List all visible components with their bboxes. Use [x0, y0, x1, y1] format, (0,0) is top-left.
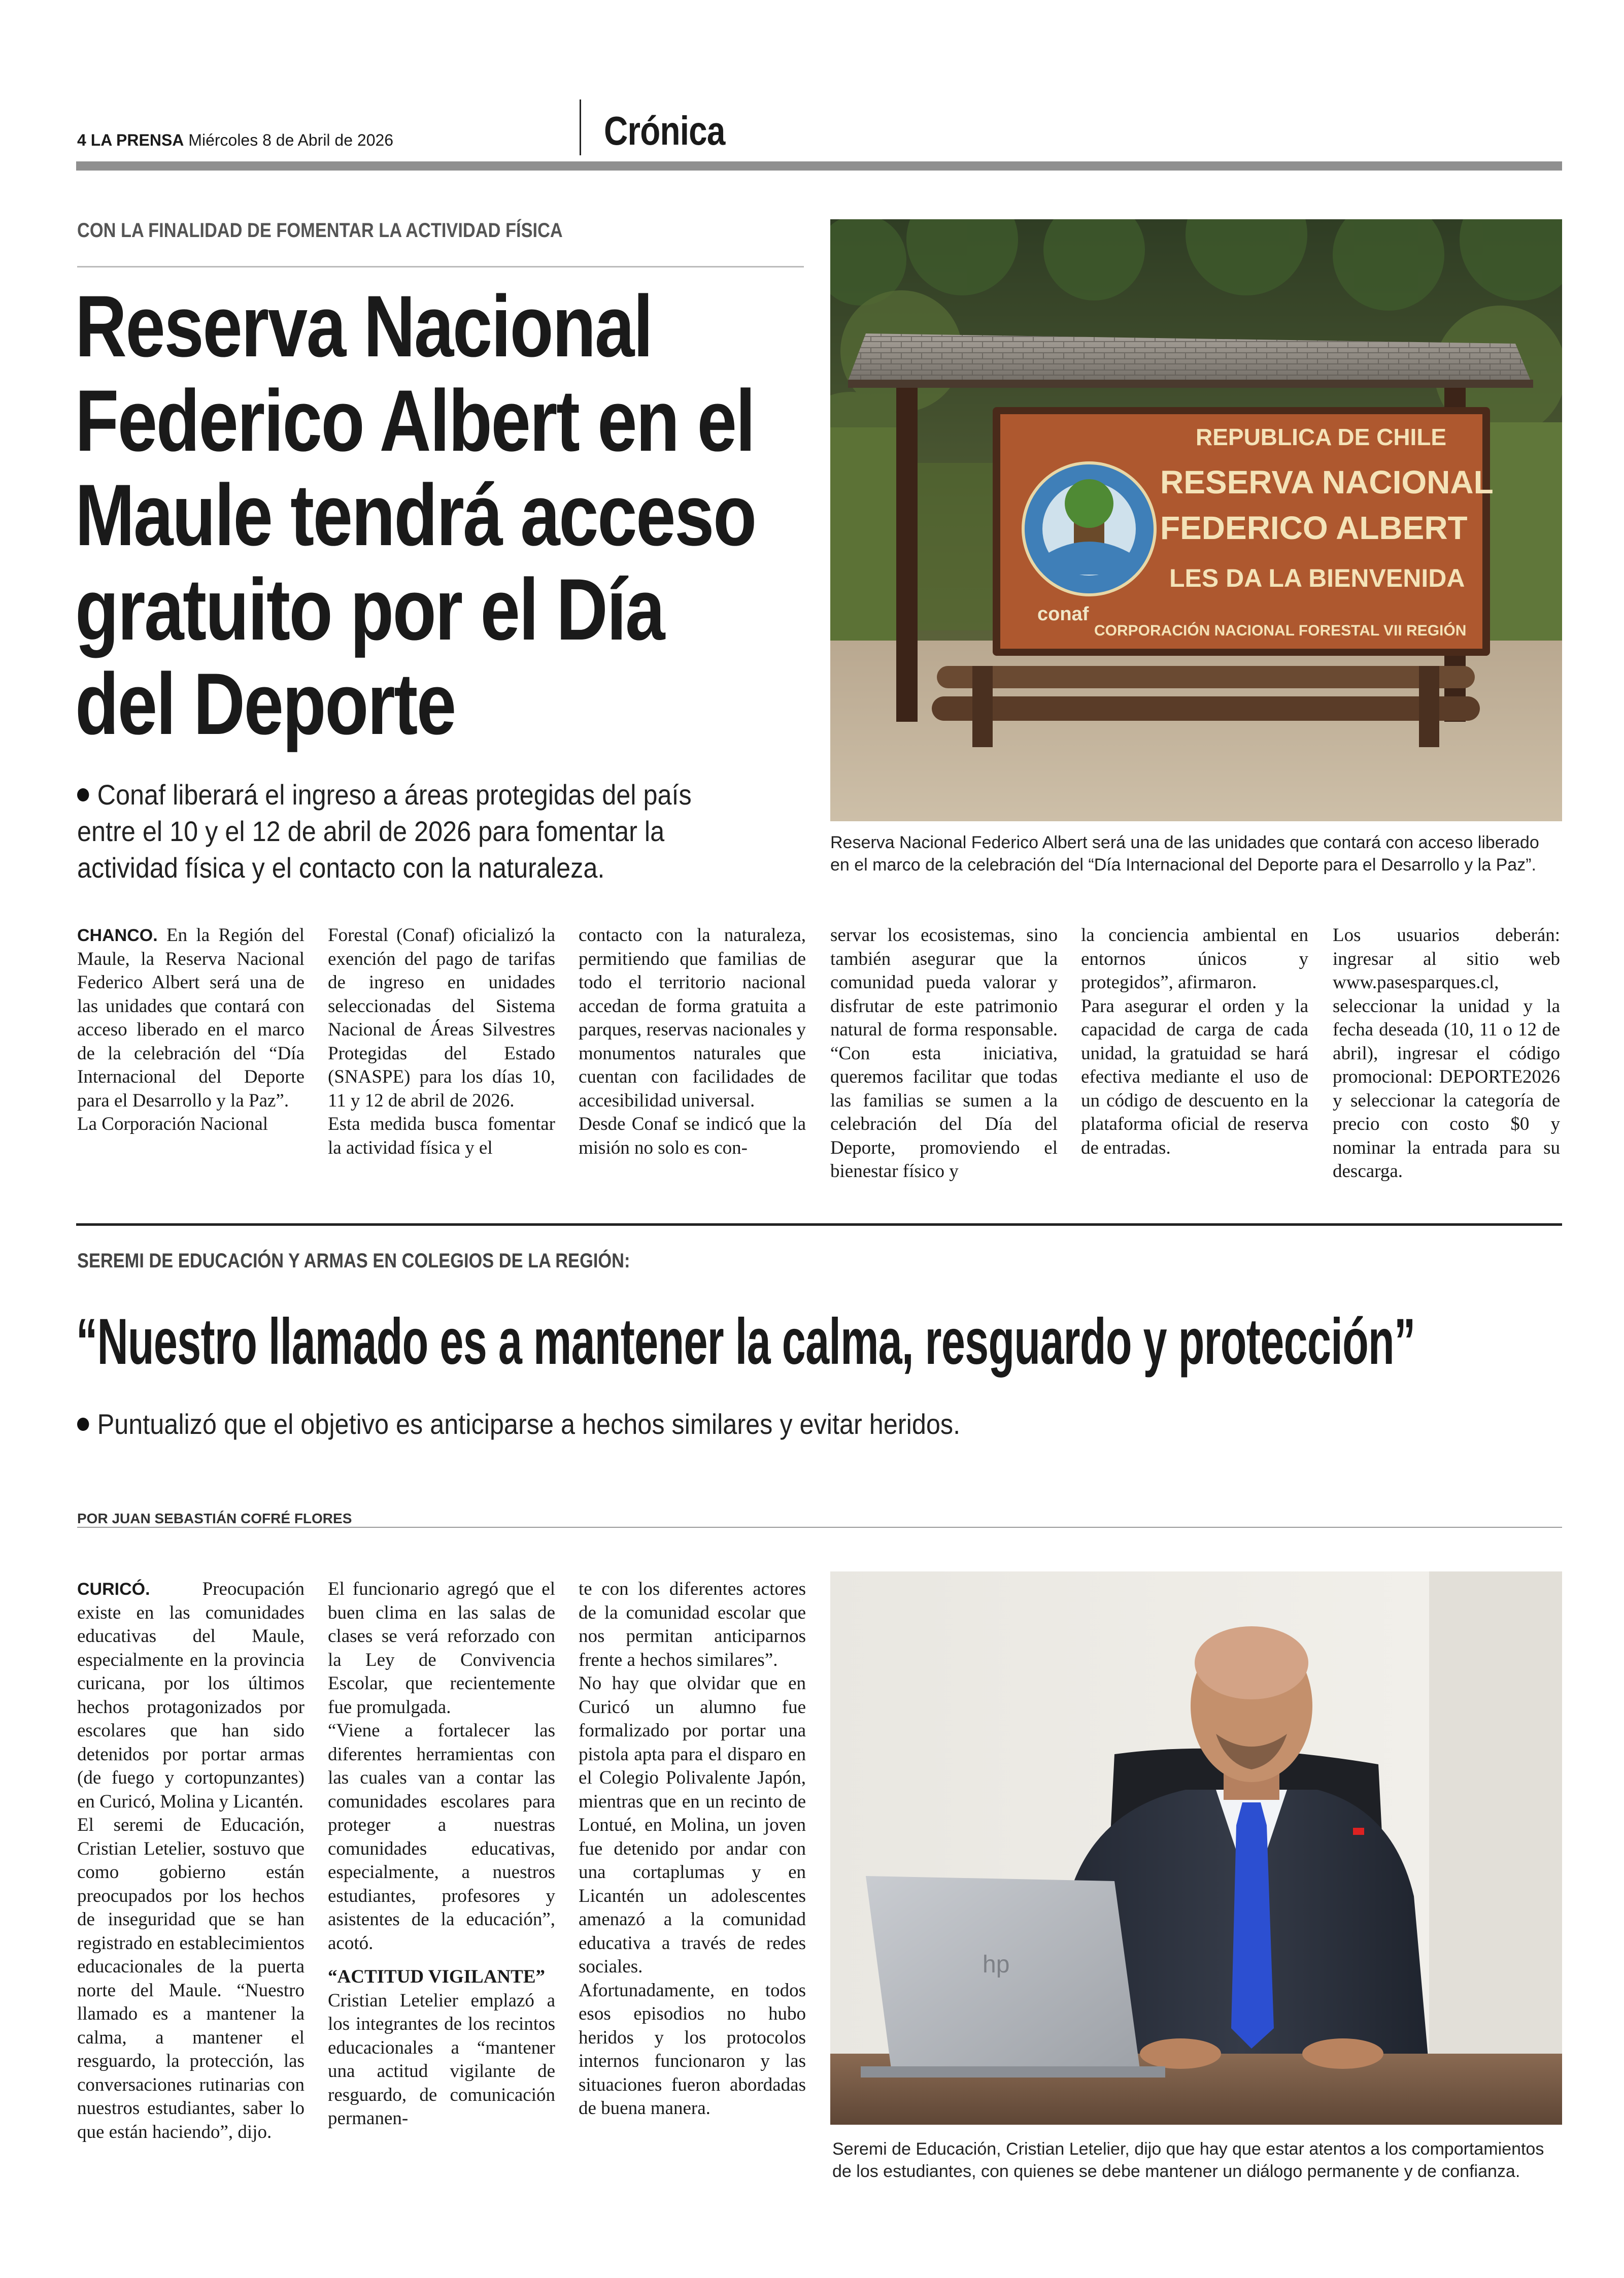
article2-headline: “Nuestro llamado es a mantener la calma, resguardo y protección”: [76, 1305, 1415, 1378]
sign-line: FEDERICO ALBERT: [1160, 510, 1468, 546]
article1-headline: [75, 279, 783, 751]
dateline: CURICÓ.: [77, 1580, 150, 1599]
sign-line: REPUBLICA DE CHILE: [1196, 424, 1447, 450]
body-paragraph: El funcionario agregó que el buen clima en las salas de clases se verá reforzado con la Ley de Convivencia Escolar, que recientemente fue promulgada.: [328, 1579, 555, 1718]
body-text: En la Región del Maule, la Reserva Nacional Federico Albert será una de las unidades que contará con acceso liberado en el marco de la celebración del “Día Internacional del Deporte para el Desarrollo y la Paz”.: [77, 925, 304, 1111]
body-paragraph: te con los diferentes actores de la comunidad escolar que nos permitan anticiparnos frente a hechos similares”.: [579, 1579, 806, 1670]
issue-date: Miércoles 8 de Abril de 2026: [188, 131, 394, 149]
bullet-icon: [77, 788, 89, 801]
deck-line: Puntualizó que el objetivo es anticiparse a hechos similares y evitar heridos.: [97, 1408, 961, 1440]
caption-line: Seremi de Educación, Cristian Letelier, dijo que hay que estar atentos a los comportamientos: [832, 2139, 1544, 2159]
body-paragraph: Para asegurar el orden y la capacidad de carga de cada unidad, la gratuidad se hará efectiva mediante el uso de un código de descuento en la plataforma oficial de reserva de entradas.: [1081, 995, 1308, 1158]
headline-line: Maule tendrá acceso: [75, 466, 756, 564]
article2-column-2: [328, 1578, 555, 2131]
article2-photo-caption: [832, 2138, 1562, 2183]
body-paragraph: Forestal (Conaf) oficializó la exención del pago de tarifas de ingreso en unidades seleccionadas del Sistema Nacional de Áreas Silvestres Protegidas del Estado (SNASPE) para los días 10, 11 y 12 de abril de 2026.: [328, 925, 555, 1111]
section-title: Crónica: [604, 108, 725, 153]
byline-rule: [77, 1527, 1562, 1528]
article1-column-2: [328, 924, 555, 1160]
body-paragraph: servar los ecosistemas, sino también asegurar que la comunidad pueda valorar y disfrutar de este patrimonio natural de forma responsable. “Con esta iniciativa, queremos facilitar que todas las familias se sumen a la celebración del Día del Deporte, promoviendo el bienestar físico y: [830, 925, 1058, 1182]
article1-column-5: [1081, 924, 1308, 1160]
headline-line: Reserva Nacional: [75, 278, 652, 375]
reserve-sign-photo: [830, 219, 1562, 821]
headline-line: gratuito por el Día: [75, 561, 664, 658]
page-number: 4: [77, 131, 86, 149]
body-paragraph: Esta medida busca fomentar la actividad física y el: [328, 1114, 555, 1158]
body-paragraph: Desde Conaf se indicó que la misión no solo es con-: [579, 1114, 806, 1158]
caption-line: en el marco de la celebración del “Día Internacional del Deporte para el Desarrollo y la Paz”.: [830, 855, 1536, 875]
body-paragraph: Cristian Letelier emplazó a los integrantes de los recintos educacionales a “mantener una actitud vigilante de resguardo, de comunicación permanen-: [328, 1990, 555, 2129]
sign-line: CORPORACIÓN NACIONAL FORESTAL VII REGIÓN: [1094, 622, 1467, 639]
conaf-logo-text: conaf: [1037, 604, 1089, 625]
subhead: “ACTITUD VIGILANTE”: [328, 1966, 545, 1987]
article1-column-4: [830, 924, 1058, 1184]
bullet-icon: [77, 1418, 89, 1431]
article2-deck: [77, 1406, 1173, 1443]
headline-line: del Deporte: [75, 655, 455, 753]
body-paragraph: El seremi de Educación, Cristian Letelier, sostuvo que como gobierno están preocupados por los hechos de inseguridad que se han registrado en establecimientos educacionales de la puerta norte del Maule. “Nuestro llamado es a mantener la calma, a mantener el resguardo, la protección, las conversaciones rutinarias con nuestros estudiantes, saber lo que están haciendo”, dijo.: [77, 1815, 304, 2142]
spacer: [328, 1955, 555, 1965]
laptop-logo-text: hp: [983, 1951, 1010, 1978]
newspaper-name: LA PRENSA: [90, 131, 184, 149]
deck-line: entre el 10 y el 12 de abril de 2026 para fomentar la: [77, 815, 665, 847]
headline-line: Federico Albert en el: [75, 372, 755, 470]
article1-column-6: [1333, 924, 1560, 1184]
byline: POR JUAN SEBASTIÁN COFRÉ FLORES: [77, 1511, 352, 1526]
body-paragraph: contacto con la naturaleza, permitiendo que familias de todo el territorio nacional accedan de forma gratuita a parques, reservas nacionales y monumentos naturales que cuentan con facilidades de accesibilidad universal.: [579, 925, 806, 1111]
sign-line: LES DA LA BIENVENIDA: [1169, 564, 1465, 592]
body-paragraph: la conciencia ambiental en entornos únicos y protegidos”, afirmaron.: [1081, 925, 1308, 993]
body-paragraph: “Viene a fortalecer las diferentes herramientas con las cuales van a contar las comunidades escolares para proteger a nuestras comunidades educativas, especialmente, a nuestros estudiantes, profesores y asistentes de la educación”, acotó.: [328, 1720, 555, 1954]
caption-line: Reserva Nacional Federico Albert será una de las unidades que contará con acceso liberado: [830, 833, 1539, 852]
body-text: Preocupación existe en las comunidades educativas del Maule, especialmente en la provincia curicana, por los últimos hechos protagonizados por escolares que han sido detenidos por portar armas (de fuego y cortopunzantes) en Curicó, Molina y Licantén.: [77, 1579, 304, 1812]
header-rule: [76, 161, 1562, 171]
deck-line: actividad física y el contacto con la naturaleza.: [77, 852, 605, 884]
article2-column-1: [77, 1578, 304, 2144]
article1-column-3: [579, 924, 806, 1160]
sign-line: RESERVA NACIONAL: [1160, 464, 1494, 500]
kicker-rule: [77, 266, 804, 267]
article1-kicker: CON LA FINALIDAD DE FOMENTAR LA ACTIVIDAD FÍSICA: [77, 219, 563, 242]
body-paragraph: No hay que olvidar que en Curicó un alumno fue formalizado por portar una pistola apta para el disparo en el Colegio Polivalente Japón, mientras que en un recinto de Lontué, en Molina, un joven fue detenido por andar con una cortaplumas y en Licantén un adolescentes amenazó a la comunidad educativa a través de redes sociales.: [579, 1673, 806, 1977]
page-header-info: [77, 131, 393, 150]
article1-photo-caption: [830, 831, 1562, 876]
article1-deck: [77, 777, 808, 886]
body-paragraph: [77, 1578, 304, 1814]
caption-line: de los estudiantes, con quienes se debe mantener un diálogo permanente y de confianza.: [832, 2162, 1520, 2181]
body-paragraph: La Corporación Nacional: [77, 1114, 268, 1134]
article1-column-1: [77, 924, 304, 1136]
body-paragraph: Afortunadamente, en todos esos episodios no hubo heridos y los protocolos internos funcionaron y las situaciones fueron abordadas de buena manera.: [579, 1980, 806, 2119]
seremi-portrait-photo: [830, 1571, 1562, 2125]
dateline: CHANCO.: [77, 926, 158, 945]
deck-line: Conaf liberará el ingreso a áreas protegidas del país: [97, 779, 692, 811]
article2-kicker: SEREMI DE EDUCACIÓN Y ARMAS EN COLEGIOS DE LA REGIÓN:: [77, 1250, 630, 1272]
body-paragraph: Los usuarios deberán: ingresar al sitio web www.pasesparques.cl, seleccionar la unidad y la fecha deseada (10, 11 o 12 de abril), ingresar el código promocional: DEPORTE2026 y seleccionar la categoría de precio con costo $0 y nominar la entrada para su descarga.: [1333, 925, 1560, 1182]
header-separator: [580, 99, 581, 155]
body-paragraph: [77, 924, 304, 1113]
article2-column-3: [579, 1578, 806, 2121]
article-separator: [76, 1223, 1562, 1226]
